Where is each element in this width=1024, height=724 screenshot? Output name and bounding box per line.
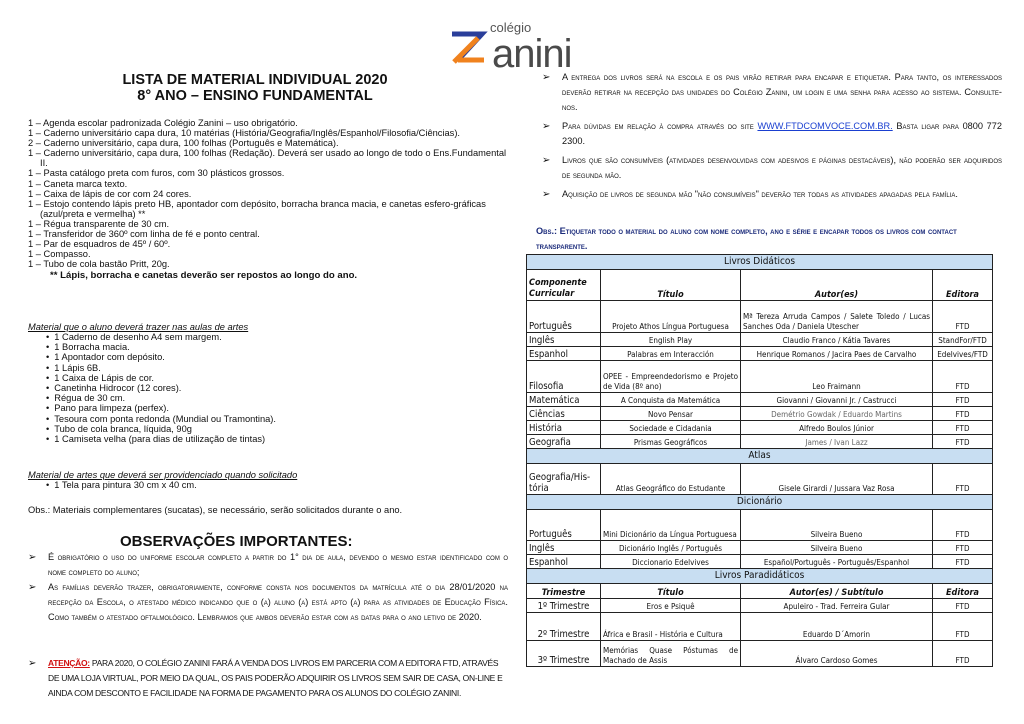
table-row bbox=[527, 333, 993, 347]
arts-heading: Material que o aluno deverá trazer nas aulas de artes bbox=[28, 322, 249, 332]
logo-z-mark bbox=[448, 26, 488, 66]
table-row bbox=[527, 421, 993, 435]
table-header-row bbox=[527, 270, 993, 301]
author-cell: Mª Tereza Arruda Campos / Salete Toledo / Lucas Sanches Oda / Daniela Utescher bbox=[741, 301, 933, 333]
list-item: 1 – Par de esquadros de 45º / 60º. bbox=[28, 239, 171, 250]
component-cell: Filosofia bbox=[527, 361, 601, 393]
title-cell: Diccionario Edelvives bbox=[601, 555, 741, 569]
school-logo bbox=[448, 18, 608, 76]
arts2-item: • 1 Tela para pintura 30 cm x 40 cm. bbox=[46, 480, 508, 490]
arts-item: • Tubo de cola branca, líquida, 90g bbox=[46, 424, 508, 434]
list-item: 1 – Tubo de cola bastão Pritt, 20g. bbox=[28, 259, 170, 270]
table-row bbox=[527, 435, 993, 449]
title-cell: África e Brasil - História e Cultura bbox=[601, 613, 741, 641]
list-item: 1 – Caderno universitário, capa dura, 100 folhas (Redação). Deverá ser usado ao longo de todo o Ens.Fundamental II. bbox=[28, 148, 507, 169]
column-header: Autor(es) / Subtítulo bbox=[741, 584, 933, 599]
attention-label: ATENÇÃO: bbox=[48, 658, 90, 668]
list-item: 2 – Caderno universitário, capa dura, 100 folhas (Português e Matemática). bbox=[28, 138, 339, 149]
arts-item: • 1 Borracha macia. bbox=[46, 342, 508, 352]
arts-item: • 1 Caderno de desenho A4 sem margem. bbox=[46, 332, 508, 342]
publisher-cell: FTD bbox=[933, 393, 993, 407]
publisher-cell: FTD bbox=[933, 407, 993, 421]
observation-item: ➢ É obrigatório o uso do uniforme escolar completo a partir do 1° dia de aula, devendo o mesmo estar identificado com o nome completo do aluno; bbox=[28, 550, 508, 580]
title-cell: Novo Pensar bbox=[601, 407, 741, 421]
table-row bbox=[527, 301, 993, 333]
author-cell: Henrique Romanos / Jacira Paes de Carvalho bbox=[741, 347, 933, 361]
title-line-1: LISTA DE MATERIAL INDIVIDUAL 2020 bbox=[122, 72, 388, 88]
list-item: 1 – Agenda escolar padronizada Colégio Zanini – uso obrigatório. bbox=[28, 118, 298, 128]
title-cell: Palabras em Interacción bbox=[601, 347, 741, 361]
note-consumables: ➢ Livros que são consumíveis (atividades desenvolvidas com adesivos e páginas destacáveis), não poderão ser adquiridos de segunda mão. bbox=[542, 153, 1002, 183]
section-title: Livros Didáticos bbox=[527, 255, 993, 270]
page-title bbox=[60, 72, 450, 104]
material-note: ** Lápis, borracha e canetas deverão ser repostos ao longo do ano. bbox=[50, 270, 358, 282]
title-cell: Sociedade e Cidadania bbox=[601, 421, 741, 435]
table-section-header bbox=[527, 495, 993, 510]
list-item: 1 – Transferidor de 360º com linha de fé e ponto central. bbox=[28, 229, 260, 240]
table-header-row bbox=[527, 584, 993, 599]
ftd-link[interactable]: WWW.FTDCOMVOCE.COM.BR. bbox=[757, 121, 893, 131]
component-cell: 3º Trimestre bbox=[527, 641, 601, 667]
right-notes bbox=[542, 70, 1002, 206]
author-cell: Álvaro Cardoso Gomes bbox=[741, 641, 933, 667]
table-section-header bbox=[527, 255, 993, 270]
publisher-cell: FTD bbox=[933, 599, 993, 613]
table-row bbox=[527, 541, 993, 555]
component-cell: Geografia/His-tória bbox=[527, 464, 601, 495]
publisher-cell: FTD bbox=[933, 541, 993, 555]
column-header: Título bbox=[601, 270, 741, 301]
column-header: Título bbox=[601, 584, 741, 599]
column-header: Editora bbox=[933, 270, 993, 301]
publisher-cell: FTD bbox=[933, 301, 993, 333]
table-section-header bbox=[527, 569, 993, 584]
note-delivery: ➢ A entrega dos livros será na escola e os pais virão retirar para encapar e etiquetar. Para tanto, os interessados deverão retirar na recepção das unidades do Colégio Zanini, um login e uma senha para acesso ao sistema. Consulte-nos. bbox=[542, 70, 1002, 115]
author-cell: Eduardo D´Amorin bbox=[741, 613, 933, 641]
title-cell: Prismas Geográficos bbox=[601, 435, 741, 449]
publisher-cell: FTD bbox=[933, 555, 993, 569]
arts-item: • 1 Lápis 6B. bbox=[46, 363, 508, 373]
table-row bbox=[527, 464, 993, 495]
arts-item: • 1 Camiseta velha (para dias de utilização de tintas) bbox=[46, 434, 508, 444]
component-cell: Inglês bbox=[527, 333, 601, 347]
publisher-cell: FTD bbox=[933, 510, 993, 541]
author-cell: Giovanni / Giovanni Jr. / Castrucci bbox=[741, 393, 933, 407]
title-cell: Mini Dicionário da Língua Portuguesa bbox=[601, 510, 741, 541]
section-title: Atlas bbox=[527, 449, 993, 464]
component-cell: 1º Trimestre bbox=[527, 599, 601, 613]
attention-note bbox=[28, 656, 508, 701]
table-section-header bbox=[527, 449, 993, 464]
note-second-hand: ➢ Aquisição de livros de segunda mão "não consumíveis" deverão ter todas as atividades apagadas pela família. bbox=[542, 187, 1002, 202]
labeling-note: Obs.: Etiquetar todo o material do aluno com nome completo, ano e série e encapar todos os livros com contact transparente. bbox=[536, 226, 957, 251]
list-item: 1 – Caderno universitário capa dura, 10 matérias (História/Geografia/Inglês/Espanhol/Filosofia/Ciências). bbox=[28, 128, 461, 139]
observations-title: OBSERVAÇÕES IMPORTANTES: bbox=[120, 533, 353, 550]
author-cell: James / Ivan Lazz bbox=[741, 435, 933, 449]
table-row bbox=[527, 555, 993, 569]
arts-item: • 1 Caixa de Lápis de cor. bbox=[46, 373, 508, 383]
title-cell: OPEE - Empreendedorismo e Projeto de Vida (8º ano) bbox=[601, 361, 741, 393]
author-cell: Español/Português - Português/Espanhol bbox=[741, 555, 933, 569]
author-cell: Apuleiro - Trad. Ferreira Gular bbox=[741, 599, 933, 613]
title-cell: Memórias Quase Póstumas de Machado de Assis bbox=[601, 641, 741, 667]
title-cell: Projeto Athos Língua Portuguesa bbox=[601, 301, 741, 333]
component-cell: Português bbox=[527, 301, 601, 333]
books-table bbox=[526, 254, 993, 667]
note-doubts-text: Para dúvidas em relação à compra através do site bbox=[562, 121, 758, 131]
note-doubts-phone: Basta ligar para 0800 772 2300. bbox=[562, 121, 1002, 146]
arts-on-request-section bbox=[28, 470, 508, 490]
attention-text: PARA 2020, O COLÉGIO ZANINI FARÁ A VENDA DOS LIVROS EM PARCERIA COM A EDITORA FTD, ATRAVÉS DE UMA LOJA VIRTUAL, POR MEIO DA QUAL, OS PAIS PODERÃO ADQUIRIR OS LIVROS SEM SAIR DE CASA, ON-LINE E AINDA COM DESCONTO E FACILIDADE NA FORMA DE PAGAMENTO PARA OS ALUNOS DO COLÉGIO ZANINI. bbox=[48, 658, 503, 698]
arts-item: • Pano para limpeza (perfex). bbox=[46, 403, 508, 413]
material-list bbox=[28, 118, 508, 282]
table-row bbox=[527, 510, 993, 541]
author-cell: Gisele Girardi / Jussara Vaz Rosa bbox=[741, 464, 933, 495]
component-cell: Espanhol bbox=[527, 347, 601, 361]
arts-section bbox=[28, 322, 508, 444]
title-cell: A Conquista da Matemática bbox=[601, 393, 741, 407]
component-cell: História bbox=[527, 421, 601, 435]
table-row bbox=[527, 641, 993, 667]
list-item: 1 – Estojo contendo lápis preto HB, apontador com depósito, borracha branca macia, e canetas esfero-gráficas (azul/preta e vermelha) ** bbox=[28, 198, 486, 219]
publisher-cell: FTD bbox=[933, 613, 993, 641]
publisher-cell: FTD bbox=[933, 435, 993, 449]
table-row bbox=[527, 599, 993, 613]
publisher-cell: FTD bbox=[933, 464, 993, 495]
table-row bbox=[527, 361, 993, 393]
component-cell: Inglês bbox=[527, 541, 601, 555]
component-cell: Geografia bbox=[527, 435, 601, 449]
publisher-cell: FTD bbox=[933, 421, 993, 435]
obs-note: Obs.: Materiais complementares (sucatas), se necessário, serão solicitados durante o ano. bbox=[28, 505, 403, 515]
arts2-heading: Material de artes que deverá ser providenciado quando solicitado bbox=[28, 470, 298, 480]
arts-item: • Canetinha Hidrocor (12 cores). bbox=[46, 383, 508, 393]
list-item: 1 – Compasso. bbox=[28, 249, 91, 260]
table-row bbox=[527, 347, 993, 361]
title-cell: Dicionário Inglês / Português bbox=[601, 541, 741, 555]
column-header: Trimestre bbox=[527, 584, 601, 599]
list-item: 1 – Pasta catálogo preta com furos, com 30 plásticos grossos. bbox=[28, 168, 285, 179]
author-cell: Claudio Franco / Kátia Tavares bbox=[741, 333, 933, 347]
list-item: 1 – Régua transparente de 30 cm. bbox=[28, 218, 170, 229]
publisher-cell: StandFor/FTD bbox=[933, 333, 993, 347]
list-item: 1 – Caixa de lápis de cor com 24 cores. bbox=[28, 188, 192, 199]
section-title: Dicionário bbox=[527, 495, 993, 510]
section-title: Livros Paradidáticos bbox=[527, 569, 993, 584]
title-cell: Atlas Geográfico do Estudante bbox=[601, 464, 741, 495]
logo-text-big: anini bbox=[492, 32, 572, 76]
column-header: Componente Curricular bbox=[527, 270, 601, 301]
arts-item: • Régua de 30 cm. bbox=[46, 393, 508, 403]
column-header: Autor(es) bbox=[741, 270, 933, 301]
observation-item: ➢ As famílias deverão trazer, obrigatoriamente, conforme consta nos documentos da matrícula até o dia 28/01/2020 na recepção da Escola, o atestado médico indicando que o (a) aluno (a) está apto (a) para as atividades de Educação Física. Como também o atestado oftalmológico. Lembramos que ambos deverão estar com as datas para o ano letivo de 2020. bbox=[28, 580, 508, 625]
title-cell: Eros e Psiquê bbox=[601, 599, 741, 613]
author-cell: Demétrio Gowdak / Eduardo Martins bbox=[741, 407, 933, 421]
arts-item: • 1 Apontador com depósito. bbox=[46, 352, 508, 362]
component-cell: Português bbox=[527, 510, 601, 541]
publisher-cell: FTD bbox=[933, 361, 993, 393]
author-cell: Alfredo Boulos Júnior bbox=[741, 421, 933, 435]
author-cell: Leo Fraimann bbox=[741, 361, 933, 393]
list-item: 1 – Caneta marca texto. bbox=[28, 178, 128, 189]
logo-text-small: colégio bbox=[490, 20, 532, 35]
author-cell: Silveira Bueno bbox=[741, 541, 933, 555]
component-cell: Matemática bbox=[527, 393, 601, 407]
note-doubts bbox=[542, 119, 1002, 149]
publisher-cell: FTD bbox=[933, 641, 993, 667]
title-line-2: 8° ANO – ENSINO FUNDAMENTAL bbox=[137, 88, 373, 104]
component-cell: 2º Trimestre bbox=[527, 613, 601, 641]
table-row bbox=[527, 613, 993, 641]
component-cell: Ciências bbox=[527, 407, 601, 421]
column-header: Editora bbox=[933, 584, 993, 599]
title-cell: English Play bbox=[601, 333, 741, 347]
table-row bbox=[527, 407, 993, 421]
component-cell: Espanhol bbox=[527, 555, 601, 569]
author-cell: Silveira Bueno bbox=[741, 510, 933, 541]
arts-item: • Tesoura com ponta redonda (Mundial ou Tramontina). bbox=[46, 414, 508, 424]
observations-list bbox=[28, 550, 508, 625]
table-row bbox=[527, 393, 993, 407]
publisher-cell: Edelvives/FTD bbox=[933, 347, 993, 361]
